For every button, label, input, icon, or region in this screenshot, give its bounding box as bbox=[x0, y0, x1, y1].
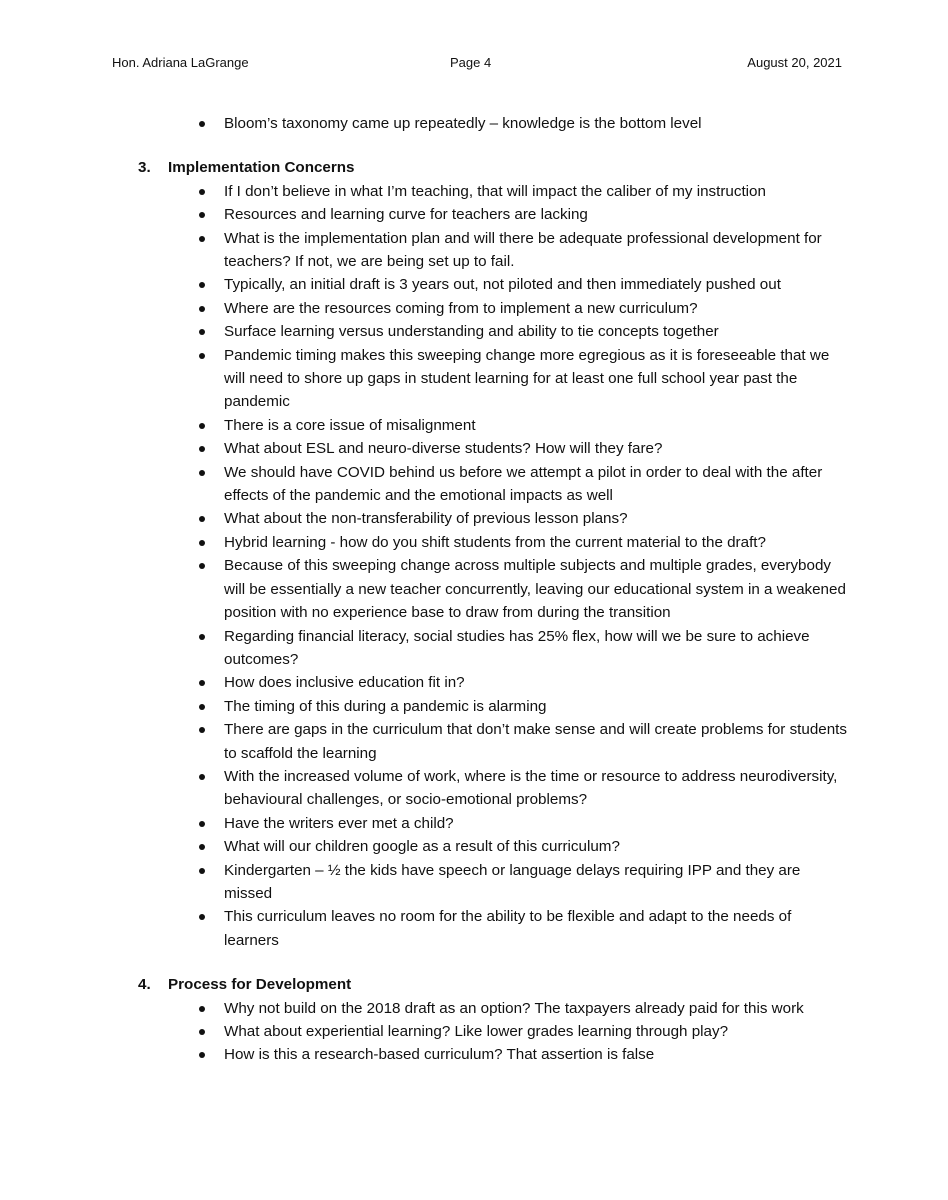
list-item-text: If I don’t believe in what I’m teaching, that will impact the caliber of my instruction bbox=[224, 182, 766, 200]
list-item-text: What is the implementation plan and will there be adequate professional development for teachers? If not, we are being set up to fail. bbox=[224, 229, 822, 271]
header-recipient: Hon. Adriana LaGrange bbox=[112, 55, 249, 70]
section-heading bbox=[0, 973, 948, 996]
list-item bbox=[0, 461, 948, 508]
list-item-text: Where are the resources coming from to implement a new curriculum? bbox=[224, 299, 698, 317]
list-item-text: Why not build on the 2018 draft as an option? The taxpayers already paid for this work bbox=[224, 999, 804, 1017]
section-heading bbox=[0, 156, 948, 179]
bullet-icon bbox=[199, 821, 205, 827]
bullet-icon bbox=[199, 868, 205, 874]
document-body bbox=[0, 112, 948, 1067]
header-page-number: Page 4 bbox=[450, 55, 492, 70]
bullet-icon bbox=[199, 282, 205, 288]
bullet-icon bbox=[199, 680, 205, 686]
list-item bbox=[0, 695, 948, 718]
section-bullet-list bbox=[0, 180, 948, 952]
list-item-text: With the increased volume of work, where is the time or resource to address neurodiversity, behavioural challenges, or socio-emotional problems? bbox=[224, 767, 838, 809]
list-item bbox=[0, 112, 948, 135]
list-item-text: What about ESL and neuro-diverse students? How will they fare? bbox=[224, 440, 663, 458]
list-item bbox=[0, 320, 948, 343]
page-header bbox=[112, 55, 842, 75]
list-item bbox=[0, 531, 948, 554]
section-number: 4. bbox=[138, 976, 151, 994]
list-item bbox=[0, 1043, 948, 1066]
list-item-text: Kindergarten – ½ the kids have speech or language delays requiring IPP and they are missed bbox=[224, 861, 801, 902]
bullet-icon bbox=[199, 774, 205, 780]
list-item-text: The timing of this during a pandemic is alarming bbox=[224, 697, 547, 715]
list-item bbox=[0, 273, 948, 296]
list-item bbox=[0, 1020, 948, 1043]
list-item-text: Hybrid learning - how do you shift students from the current material to the draft? bbox=[224, 533, 766, 551]
section-title: Process for Development bbox=[168, 976, 352, 994]
list-item bbox=[0, 180, 948, 203]
bullet-icon bbox=[199, 306, 205, 312]
list-item-text: How is this a research-based curriculum? That assertion is false bbox=[224, 1046, 655, 1064]
section-number: 3. bbox=[138, 159, 151, 177]
list-item-text: Bloom’s taxonomy came up repeatedly – knowledge is the bottom level bbox=[224, 115, 702, 132]
list-item bbox=[0, 297, 948, 320]
bullet-icon bbox=[199, 470, 205, 476]
list-item-text: Because of this sweeping change across multiple subjects and multiple grades, everybody will be essentially a new teacher concurrently, leaving our educational system in a weakened position with no experience base to draw from during the transition bbox=[224, 557, 846, 622]
bullet-icon bbox=[199, 634, 205, 640]
bullet-icon bbox=[199, 563, 205, 569]
list-item bbox=[0, 437, 948, 460]
bullet-icon bbox=[199, 329, 205, 335]
intro-bullet-list bbox=[0, 112, 948, 135]
section-bullet-list bbox=[0, 997, 948, 1067]
bullet-icon bbox=[199, 1029, 205, 1035]
list-item-text: How does inclusive education fit in? bbox=[224, 674, 465, 692]
bullet-icon bbox=[199, 1006, 205, 1012]
list-item-text: Resources and learning curve for teachers are lacking bbox=[224, 206, 588, 224]
list-item-text: Regarding financial literacy, social studies has 25% flex, how will we be sure to achieve outcomes? bbox=[224, 627, 810, 668]
bullet-icon bbox=[199, 212, 205, 218]
bullet-icon bbox=[199, 189, 205, 195]
bullet-icon bbox=[199, 236, 205, 242]
list-item bbox=[0, 765, 948, 812]
bullet-icon bbox=[199, 1052, 205, 1058]
list-item bbox=[0, 554, 948, 624]
bullet-icon bbox=[199, 704, 205, 710]
bullet-icon bbox=[199, 516, 205, 522]
bullet-icon bbox=[199, 727, 205, 733]
list-item-text: Surface learning versus understanding and ability to tie concepts together bbox=[224, 323, 719, 341]
list-item-text: Pandemic timing makes this sweeping change more egregious as it is foreseeable that we will need to shore up gaps in student learning for at least one full school year past the pandemic bbox=[224, 346, 830, 411]
list-item-text: Typically, an initial draft is 3 years out, not piloted and then immediately pushed out bbox=[224, 276, 781, 294]
list-item bbox=[0, 812, 948, 835]
list-item-text: We should have COVID behind us before we attempt a pilot in order to deal with the after effects of the pandemic and the emotional impacts as well bbox=[224, 463, 823, 505]
list-item bbox=[0, 905, 948, 952]
list-item bbox=[0, 227, 948, 274]
bullet-icon bbox=[199, 914, 205, 920]
bullet-icon bbox=[199, 540, 205, 546]
list-item bbox=[0, 625, 948, 672]
bullet-icon bbox=[199, 353, 205, 359]
list-item bbox=[0, 203, 948, 226]
list-item bbox=[0, 859, 948, 906]
list-item-text: What will our children google as a result of this curriculum? bbox=[224, 838, 620, 856]
bullet-icon bbox=[199, 423, 205, 429]
bullet-icon bbox=[199, 844, 205, 850]
list-item bbox=[0, 718, 948, 765]
list-item-text: What about experiential learning? Like lower grades learning through play? bbox=[224, 1023, 729, 1040]
list-item bbox=[0, 344, 948, 414]
list-item-text: There is a core issue of misalignment bbox=[224, 416, 476, 434]
list-item bbox=[0, 835, 948, 858]
list-item bbox=[0, 997, 948, 1020]
list-item-text: Have the writers ever met a child? bbox=[224, 814, 454, 832]
list-item-text: There are gaps in the curriculum that don’t make sense and will create problems for students to scaffold the learning bbox=[224, 721, 847, 762]
section-title: Implementation Concerns bbox=[168, 159, 355, 177]
header-date: August 20, 2021 bbox=[747, 55, 842, 70]
bullet-icon bbox=[199, 121, 205, 127]
list-item bbox=[0, 671, 948, 694]
bullet-icon bbox=[199, 446, 205, 452]
list-item-text: What about the non-transferability of previous lesson plans? bbox=[224, 510, 628, 528]
list-item-text: This curriculum leaves no room for the ability to be flexible and adapt to the needs of learners bbox=[224, 908, 792, 949]
list-item bbox=[0, 507, 948, 530]
list-item bbox=[0, 414, 948, 437]
